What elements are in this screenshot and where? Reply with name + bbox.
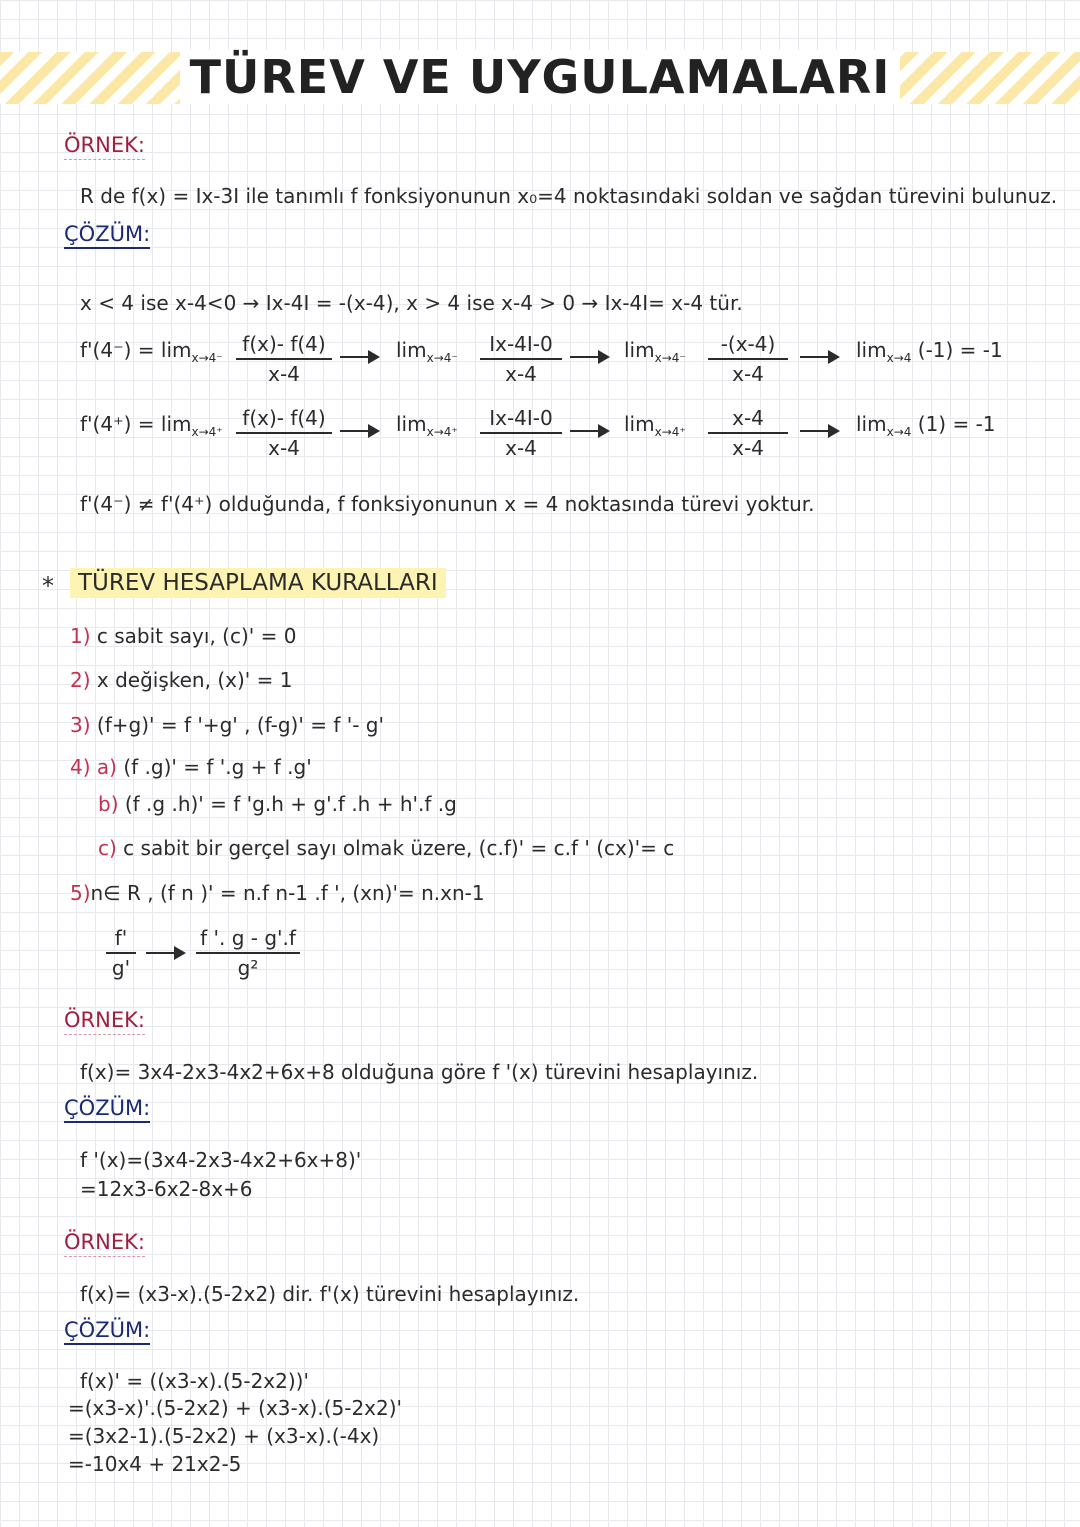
rule-text: x değişken, (x)' = 1 [96, 668, 293, 692]
rule-number: 1) [70, 624, 91, 648]
fraction-denominator: x-4 [505, 362, 537, 386]
page-title [0, 50, 1080, 104]
rule-text: c sabit sayı, (c)' = 0 [96, 624, 297, 648]
example-3-step-3: =(3x2-1).(5-2x2) + (x3-x).(-4x) [68, 1424, 380, 1448]
fraction-denominator: x-4 [268, 436, 300, 460]
right-lhs-sub: x→4⁺ [191, 425, 223, 439]
arrow-icon [340, 430, 378, 432]
rule-text: (f .g)' = f '.g + f .g' [123, 755, 312, 779]
rule-3 [70, 713, 384, 737]
example-2-question: f(x)= 3x4-2x3-4x2+6x+8 olduğuna göre f '(x) türevini hesaplayınız. [80, 1060, 759, 1084]
example-2-step-1: f '(x)=(3x4-2x3-4x2+6x+8)' [80, 1148, 362, 1172]
arrow-icon [800, 430, 838, 432]
fraction-bar [106, 952, 136, 954]
fraction-numerator: f '. g - g'.f [200, 926, 296, 950]
lim-sub: x→4⁻ [654, 351, 686, 365]
fraction-denominator: x-4 [732, 436, 764, 460]
rule-subnumber: b) [98, 792, 119, 816]
rule-4b [98, 792, 457, 816]
fraction-denominator: x-4 [732, 362, 764, 386]
lim-word: lim [856, 412, 887, 436]
rule-text: (f .g .h)' = f 'g.h + g'.f .h + h'.f .g [124, 792, 457, 816]
example-3-step-1: f(x)' = ((x3-x).(5-2x2))' [80, 1369, 309, 1393]
left-lhs-text: f'(4⁻) = lim [80, 338, 192, 362]
arrow-icon [340, 356, 378, 358]
example-3-solution-label: ÇÖZÜM: [64, 1318, 150, 1345]
fraction-numerator: f(x)- f(4) [242, 406, 326, 430]
example-3-step-2: =(x3-x)'.(5-2x2) + (x3-x).(5-2x2)' [68, 1396, 403, 1420]
rule-text: (f+g)' = f '+g' , (f-g)' = f '- g' [96, 713, 384, 737]
right-fraction-3 [708, 405, 788, 461]
rule-text: c sabit bir gerçel sayı olmak üzere, (c.f)' = c.f ' (cx)'= c [123, 836, 675, 860]
example-3-label: ÖRNEK: [64, 1230, 145, 1257]
lim-word: lim [396, 412, 427, 436]
star-icon: * [42, 572, 54, 600]
rules-heading: TÜREV HESAPLAMA KURALLARI [70, 568, 446, 598]
rule-4a [70, 755, 312, 779]
left-limit-3 [624, 338, 686, 365]
right-result: (1) = -1 [917, 412, 996, 436]
quotient-fraction-right [196, 925, 300, 981]
right-limit-3 [624, 412, 686, 439]
right-lhs-text: f'(4⁺) = lim [80, 412, 192, 436]
example-1-solution-label: ÇÖZÜM: [64, 222, 150, 249]
example-1-conclusion: f'(4⁻) ≠ f'(4⁺) olduğunda, f fonksiyonunun x = 4 noktasında türevi yoktur. [80, 492, 815, 516]
example-1-label: ÖRNEK: [64, 133, 145, 160]
fraction-bar [480, 432, 562, 434]
lim-sub: x→4 [886, 425, 912, 439]
left-result: (-1) = -1 [917, 338, 1003, 362]
example-2-solution-label: ÇÖZÜM: [64, 1096, 150, 1123]
fraction-bar [236, 432, 332, 434]
lim-word: lim [396, 338, 427, 362]
rule-number: 4) [70, 755, 91, 779]
fraction-denominator: x-4 [268, 362, 300, 386]
rule-2 [70, 668, 292, 692]
fraction-bar [480, 358, 562, 360]
fraction-numerator: -(x-4) [720, 332, 776, 356]
arrow-icon [800, 356, 838, 358]
arrow-icon [570, 356, 608, 358]
quotient-fraction-left [106, 925, 136, 981]
left-limit-4 [856, 338, 1003, 365]
left-lhs-sub: x→4⁻ [191, 351, 223, 365]
fraction-denominator: x-4 [505, 436, 537, 460]
lim-sub: x→4⁻ [426, 351, 458, 365]
right-limit-2 [396, 412, 458, 439]
fraction-bar [708, 358, 788, 360]
lim-sub: x→4⁺ [426, 425, 458, 439]
fraction-numerator: f' [114, 926, 128, 950]
arrow-icon [570, 430, 608, 432]
rule-1 [70, 624, 296, 648]
left-fraction-3 [708, 331, 788, 387]
example-2-step-2: =12x3-6x2-8x+6 [80, 1177, 253, 1201]
example-1-question: R de f(x) = Ix-3I ile tanımlı f fonksiyonunun x₀=4 noktasındaki soldan ve sağdan türevini bulunuz. [80, 184, 1058, 208]
example-3-step-4: =-10x4 + 21x2-5 [68, 1452, 242, 1476]
left-fraction-2 [480, 331, 562, 387]
rule-4c [98, 836, 674, 860]
fraction-bar [236, 358, 332, 360]
rule-number: 3) [70, 713, 91, 737]
fraction-numerator: Ix-4I-0 [489, 406, 553, 430]
left-fraction-1 [236, 331, 332, 387]
fraction-denominator: g' [111, 956, 131, 980]
example-2-label: ÖRNEK: [64, 1008, 145, 1035]
right-fraction-2 [480, 405, 562, 461]
fraction-denominator: g² [237, 956, 259, 980]
right-fraction-1 [236, 405, 332, 461]
rule-subnumber: a) [96, 755, 117, 779]
rule-number: 5) [70, 881, 91, 905]
example-1-cases: x < 4 ise x-4<0 → Ix-4I = -(x-4), x > 4 ise x-4 > 0 → Ix-4I= x-4 tür. [80, 291, 743, 315]
lim-sub: x→4⁺ [654, 425, 686, 439]
fraction-numerator: Ix-4I-0 [489, 332, 553, 356]
arrow-icon [146, 952, 184, 954]
fraction-bar [708, 432, 788, 434]
lim-word: lim [856, 338, 887, 362]
rule-5 [70, 881, 485, 905]
right-limit-4 [856, 412, 996, 439]
fraction-numerator: x-4 [732, 406, 764, 430]
lim-word: lim [624, 338, 655, 362]
rule-subnumber: c) [98, 836, 117, 860]
fraction-numerator: f(x)- f(4) [242, 332, 326, 356]
fraction-bar [196, 952, 300, 954]
rule-text: n∈ R , (f n )' = n.f n-1 .f ', (xn)'= n.xn-1 [90, 881, 485, 905]
left-limit-2 [396, 338, 458, 365]
lim-word: lim [624, 412, 655, 436]
right-derivative-lhs [80, 412, 223, 439]
page-title-text: TÜREV VE UYGULAMALARI [180, 50, 901, 104]
lim-sub: x→4 [886, 351, 912, 365]
rule-number: 2) [70, 668, 91, 692]
left-derivative-lhs [80, 338, 223, 365]
example-3-question: f(x)= (x3-x).(5-2x2) dir. f'(x) türevini hesaplayınız. [80, 1282, 580, 1306]
